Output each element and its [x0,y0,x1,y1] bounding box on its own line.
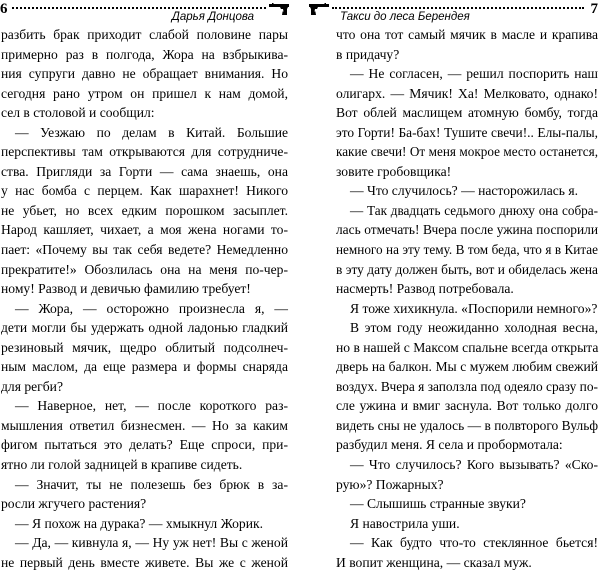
text-line: ному! Развод и девичью фамилию требует! [1,281,251,297]
text-line: у нас бомба с перцем. Как шарахнет! Никого [1,183,288,199]
text-line: И вопит женщина, — сказал муж. [336,554,532,570]
right-page [304,0,600,570]
header-dots [12,7,266,9]
text-line: мышления ответил бизнесмен. — Но за каким [1,417,288,433]
text-line: Вот облей маслищем атомную бомбу, тогда [336,105,598,121]
text-line: сле ужина и вмиг заснула. Вот только долго [336,398,598,414]
pistol-icon [308,2,330,16]
page-number: 7 [590,1,598,17]
text-line: воздух. Вчера я заползла под одеяло сразу по- [336,378,598,394]
text-line: Я навострила уши. [350,515,460,531]
text-line: олигарх. — Мячик! Ха! Мелковато, однако! [336,85,598,101]
text-line: Я тоже хихикнула. «Поспорили немного»? [350,300,598,316]
text-line: резиновый мячик, щедро облитый подсолнеч- [1,339,288,355]
right-header [304,0,600,24]
header-dots [332,7,584,9]
text-line: немного на эту тему. В том беда, что я в Китае [336,242,598,258]
text-line: это Горти! Ба-бах! Тушите свечи!.. Елы-палы, [336,124,598,140]
text-line: для регби? [1,378,63,394]
text-line: зовите гробовщика! [336,163,452,179]
text-line: сегодня рано утром он пришел к нам домой, [1,85,288,101]
text-line: прекратите!» Обозлилась она на меня по-чер- [1,261,288,277]
text-line: — Значит, ты не полезешь без брюк в за- [15,476,288,492]
text-line: В этом году неожиданно холодная весна, [350,320,598,336]
text-line: разбить брак приходит слабой половине пары [1,27,288,42]
text-line: перспективы там открываются для сотрудниче- [1,144,288,160]
text-line: насмерть! Развод потребовала. [336,281,514,297]
text-line: сел в столовой и сообщил: [1,105,155,121]
text-line: ятно ли голой задницей в крапиве сидеть. [1,457,243,473]
text-line: — Не согласен, — решил поспорить наш [350,66,598,82]
text-line: — Что случилось? — насторожилась я. [350,183,579,199]
text-line: — Так двадцать седьмого днюху она собра- [350,202,598,218]
text-line: в эту дату должен быть, вот и обиделась жена [336,261,598,277]
running-head: Такси до леса Берендея [340,11,470,23]
text-line: дверь на балкон. Мы с мужем любим свежий [336,359,598,375]
text-line: пает: «Почему вы так себя ведете? Немедленно [1,242,288,258]
right-text-block [336,25,598,572]
text-line: дети могли бы удержать одной ладонью гладкий [1,320,288,336]
text-line: рую»? Пожарных? [336,476,444,492]
text-line: не первый день вместе живете. Вы же с женой [1,554,288,570]
text-line: фигом пытаться это делать? Еще спроси, при- [1,437,288,453]
text-line: что она тот самый мячик в масле и крапива [336,27,598,42]
left-header [0,0,290,24]
text-line: какие свечи! От меня мокрое место останется, [336,144,598,160]
text-line: лась отмечать! Вчера после ужина поспорили [336,222,598,238]
text-line: — Уезжаю по делам в Китай. Большие [15,124,288,140]
text-line: видеть сны не удалось — в полвторого Вульф [336,417,598,433]
text-line: — Я похож на дурака? — хмыкнул Жорик. [15,515,263,531]
page-number: 6 [0,1,8,17]
text-line: но в нашей с Максом спальне всегда открыта [336,339,599,355]
left-text-block [1,25,288,572]
text-line: разбудил меня. Я села и пробормотала: [336,437,563,453]
text-line: ния супруги давно не обращает внимания. Но [1,66,288,82]
text-line: — Наверное, нет, — после короткого раз- [15,398,288,414]
running-head: Дарья Донцова [171,11,254,23]
text-line: в придачу? [336,46,400,62]
text-line: примерно раз в полгода, Жора на взбрыкива- [1,46,288,62]
left-page [0,0,290,570]
text-line: не убьет, но всех едким порошком засыплет. [1,202,288,218]
text-line: — Жора, — осторожно произнесла я, — [15,300,288,316]
text-line: ным маслом, да еще размера и формы снаряда [1,359,288,375]
pistol-icon [268,2,290,16]
text-line: — Как будто что-то стеклянное бьется! [350,535,598,551]
text-line: — Что случилось? Кого вызывать? «Ско- [350,457,598,473]
text-line: — Слышишь странные звуки? [350,496,526,512]
text-line: Народ кашляет, чихает, а моя жена ногами то- [1,222,288,238]
text-line: ства. Пригляди за Горти — сама знаешь, она [1,163,288,179]
text-line: — Да, — кивнула я, — Ну уж нет! Вы с женой [15,535,288,551]
text-line: росли жгучего растения? [1,496,147,512]
